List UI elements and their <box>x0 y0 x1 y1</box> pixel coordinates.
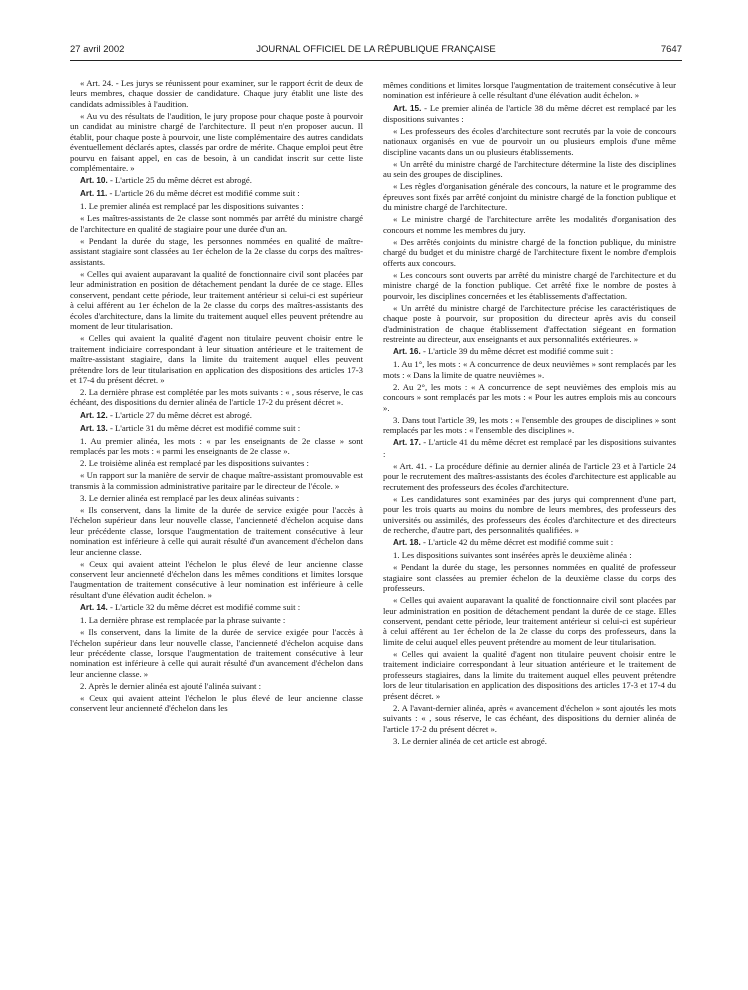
paragraph <box>70 78 363 109</box>
paragraph-text: - L'article 32 du même décret est modifié comme suit : <box>107 601 301 612</box>
paragraph <box>383 595 676 647</box>
paragraph <box>383 703 676 734</box>
paragraph <box>383 214 676 235</box>
paragraph-text: 2. Au 2°, les mots : « A concurrence de sept neuvièmes des emplois mis au concours » sont remplacés par les mots : « Pour les autres emplois mis au concours ». <box>383 381 676 413</box>
paragraph <box>70 470 363 491</box>
paragraph <box>383 550 676 560</box>
paragraph-text: 1. Au premier alinéa, les mots : « par les enseignants de 2e classe » sont remplacés par les mots : « parmi les enseignants de 2e classe ». <box>70 435 363 457</box>
article-number: Art. 18. <box>393 538 421 548</box>
paragraph-text: mêmes conditions et limites lorsque l'augmentation de traitement consécutive à leur nomination est inférieure à celle résultant d'une élévation audit échelon. » <box>383 80 676 101</box>
paragraph-text: « Art. 24. - Les jurys se réunissent pour examiner, sur le rapport écrit de deux de leurs membres, chaque dossier de candidature. Chaque jury établit une liste des candidats admissibles à l'audition. <box>70 78 363 109</box>
paragraph <box>70 458 363 468</box>
article-paragraph <box>70 602 363 613</box>
paragraph <box>383 270 676 301</box>
paragraph <box>383 382 676 413</box>
paragraph-text: « Art. 41. - La procédure définie au dernier alinéa de l'article 23 et à l'article 24 pour le recrutement des maîtres-assistants des écoles d'architecture est applicable au recrutement des professeurs des écoles d'architecture. <box>383 460 676 492</box>
paragraph-text: - L'article 27 du même décret est abrogé. <box>107 409 252 420</box>
paragraph <box>70 213 363 234</box>
paragraph <box>70 559 363 601</box>
paragraph-text: « Ils conservent, dans la limite de la durée de service exigée pour l'accès à l'échelon supérieur dans leur nouvelle classe, l'ancienneté d'échelon acquise dans leur précédente classe, lorsque l'augmentation de traitement consécutive à leur nomination est inférieure à celle qui aurait résulté d'un avancement d'échelon dans leur ancienne classe. » <box>70 627 363 679</box>
article-paragraph <box>70 423 363 434</box>
paragraph-text: 1. Les dispositions suivantes sont insérées après le deuxième alinéa : <box>393 550 632 561</box>
paragraph <box>383 461 676 492</box>
paragraph <box>383 159 676 180</box>
article-paragraph <box>383 103 676 125</box>
article-number: Art. 16. <box>393 347 421 357</box>
page-header <box>70 44 682 58</box>
article-number: Art. 14. <box>80 602 108 612</box>
paragraph-text: « Pendant la durée du stage, les personnes nommées en qualité de professeur stagiaire sont classées au premier échelon de la deuxième classe du corps des professeurs. <box>383 562 676 594</box>
paragraph-text: « Des arrêtés conjoints du ministre chargé de la fonction publique, du ministre chargé du budget et du ministre chargé de l'architecture fixent le nombre d'emplois offerts aux concours. <box>383 236 676 268</box>
paragraph-text: « Les règles d'organisation générale des concours, la nature et le programme des épreuves sont fixés par arrêté conjoint du ministre chargé de la fonction publique et du ministre chargé de l'architecture. <box>383 181 676 213</box>
paragraph <box>383 562 676 593</box>
article-number: Art. 12. <box>80 410 108 420</box>
paragraph <box>383 736 676 746</box>
paragraph-text: 3. Dans tout l'article 39, les mots : « l'ensemble des groupes de disciplines » sont remplacés par les mots : « l'ensemble des disciplines ». <box>383 414 676 436</box>
paragraph-text: « Un arrêté du ministre chargé de l'architecture détermine la liste des disciplines au sein des groupes de disciplines. <box>383 158 676 180</box>
paragraph-text: - L'article 31 du même décret est modifié comme suit : <box>107 422 301 433</box>
paragraph-text: « Un arrêté du ministre chargé de l'architecture précise les caractéristiques de chaque poste à pourvoir, sur proposition du directeur après avis du conseil d'administration de chaque établissement d'affectation siégeant en formation restreinte au directeur, aux enseignants et aux personnalités extérieures. » <box>383 302 676 345</box>
article-paragraph <box>383 437 676 459</box>
article-number: Art. 13. <box>80 423 108 433</box>
paragraph <box>383 126 676 157</box>
paragraph <box>383 181 676 212</box>
paragraph-text: 2. La dernière phrase est complétée par les mots suivants : « , sous réserve, le cas échéant, des dispositions du dernier alinéa de l'article 17-2 du présent décret ». <box>70 387 363 408</box>
paragraph-text: « Les concours sont ouverts par arrêté du ministre chargé de l'architecture et du ministre chargé de la fonction publique. Cet arrêté fixe le nombre de postes à pourvoir, les disciplines concernées et les établissements d'affectation. <box>383 269 676 301</box>
paragraph-text: 1. Le premier alinéa est remplacé par les dispositions suivantes : <box>80 201 304 212</box>
header-rule <box>70 60 682 61</box>
paragraph-text: « Au vu des résultats de l'audition, le jury propose pour chaque poste à pourvoir un candidat au ministre chargé de l'architecture. Il peut n'en proposer aucun. Il établit, pour chaque poste à pourvoir, une liste complémentaire des autres candidats éventuellement déclarés aptes, classés par ordre de mérite. Chaque emploi peut être pourvu en faisant appel, en cas de besoin, à un candidat inscrit sur cette liste complémentaire. » <box>70 110 363 174</box>
paragraph-text: « Celles qui avaient auparavant la qualité de fonctionnaire civil sont placées par leur administration en position de détachement pendant la durée de ce stage. Elles conservent, pendant cette période, leur traitement antérieur si celui-ci est supérieur à celui afférent au 1er échelon de la 2e classe du corps des maîtres-assistants des écoles d'architecture, dans la limite du traitement auquel elles peuvent prétendre au moment de leur titularisation. <box>70 268 363 332</box>
paragraph <box>70 505 363 557</box>
paragraph-text: - L'article 42 du même décret est modifié comme suit : <box>420 537 614 548</box>
paragraph <box>70 201 363 211</box>
paragraph-text: « Celles qui avaient auparavant la qualité de fonctionnaire civil sont placées par leur administration en position de détachement pendant la durée de ce stage. Elles conservent, pendant cette période, leur traitement antérieur si celui-ci est supérieur à celui afférent au 1er échelon de la 2e classe du corps des professeurs, dans la limite de celui auquel elles peuvent prétendre au moment de leur titularisation. <box>383 595 676 647</box>
paragraph-text: 1. Au 1°, les mots : « A concurrence de deux neuvièmes » sont remplacés par les mots : « Dans la limite de quatre neuvièmes ». <box>383 359 676 380</box>
paragraph-text: - L'article 39 du même décret est modifié comme suit : <box>420 346 614 357</box>
paragraph-text: « Ceux qui avaient atteint l'échelon le plus élevé de leur ancienne classe conservent leur ancienneté d'échelon dans les mêmes conditions et limites lorsque l'augmentation de traitement consécutive à leur nomination est inférieure à celle résultant d'une élévation audit échelon. » <box>70 558 363 600</box>
paragraph-text: 3. Le dernier alinéa de cet article est abrogé. <box>393 735 547 746</box>
article-number: Art. 10. <box>80 176 108 186</box>
paragraph <box>383 359 676 380</box>
paragraph-text: « Ceux qui avaient atteint l'échelon le plus élevé de leur ancienne classe conservent leur ancienneté d'échelon dans les <box>70 692 363 714</box>
paragraph-text: « Les candidatures sont examinées par des jurys qui comprennent d'une part, pour les trois quarts au moins du nombre de leurs membres, des professeurs des universités ou assimilés, des professeurs des écoles d'architecture et des directeurs de recherche, d'autre part, des personnalités qualifiées. » <box>383 493 676 536</box>
paragraph-text: « Le ministre chargé de l'architecture arrête les modalités d'organisation des concours et nomme les membres du jury. <box>383 214 676 235</box>
paragraph-text: « Ils conservent, dans la limite de la durée de service exigée pour l'accès à l'échelon supérieur dans leur nouvelle classe, l'ancienneté d'échelon acquise dans leur précédente classe, lorsque l'augmentation de traitement consécutive à leur nomination est inférieure à celle qui aurait résulté d'un avancement d'échelon dans leur ancienne classe. <box>70 504 363 557</box>
article-number: Art. 11. <box>80 189 108 199</box>
paragraph-text: - Le premier alinéa de l'article 38 du même décret est remplacé par les dispositions suivantes : <box>383 102 677 124</box>
paragraph <box>70 615 363 625</box>
paragraph <box>70 111 363 174</box>
article-number: Art. 17. <box>393 438 421 448</box>
paragraph-text: 2. Après le dernier alinéa est ajouté l'alinéa suivant : <box>80 680 262 691</box>
paragraph <box>70 493 363 503</box>
paragraph-text: - L'article 25 du même décret est abrogé. <box>107 175 252 186</box>
left-column <box>70 78 363 715</box>
paragraph <box>383 649 676 701</box>
paragraph-text: 2. A l'avant-dernier alinéa, après « avancement d'échelon » sont ajoutés les mots suivants : « , sous réserve, le cas échéant, des dispositions du dernier alinéa de l'article 17-2 du présent décret ». <box>383 702 676 734</box>
header-date: 27 avril 2002 <box>70 44 125 55</box>
paragraph <box>70 333 363 385</box>
article-paragraph <box>383 346 676 357</box>
paragraph <box>70 269 363 332</box>
article-paragraph <box>70 410 363 421</box>
article-number: Art. 15. <box>393 103 422 113</box>
article-paragraph <box>383 537 676 548</box>
paragraph <box>70 387 363 408</box>
paragraph <box>70 627 363 679</box>
paragraph <box>70 236 363 267</box>
paragraph-text: - L'article 41 du même décret est remplacé par les dispositions suivantes : <box>383 437 676 459</box>
article-paragraph <box>70 188 363 199</box>
paragraph <box>383 303 676 345</box>
paragraph-text: « Celles qui avaient la qualité d'agent non titulaire peuvent choisir entre le traitement indiciaire correspondant à leur situation antérieure et le traitement de maître-assistant stagiaire, dans la limite du traitement auquel elles peuvent prétendre lors de leur titularisation en application des dispositions des articles 17-3 et 17-4 du présent décret. » <box>70 333 363 385</box>
paragraph-text: « Celles qui avaient la qualité d'agent non titulaire peuvent choisir entre le traitement indiciaire correspondant à leur situation antérieure et le traitement de professeurs stagiaires, dans la limite du traitement auquel elles peuvent prétendre lors de leur titularisation en application des dispositions des articles 17-3 et 17-4 du présent décret. » <box>383 648 676 701</box>
paragraph-text: - L'article 26 du même décret est modifié comme suit : <box>107 188 300 199</box>
paragraph <box>70 681 363 691</box>
paragraph-text: « Les professeurs des écoles d'architecture sont recrutés par la voie de concours nationaux organisés en vue de pourvoir un ou plusieurs emplois d'une même discipline vacants dans un ou plusieurs établissements. <box>383 126 676 157</box>
paragraph-text: « Les maîtres-assistants de 2e classe sont nommés par arrêté du ministre chargé de l'architecture en qualité de stagiaire pour une durée d'un an. <box>70 213 363 234</box>
paragraph <box>383 80 676 101</box>
paragraph <box>383 237 676 268</box>
paragraph-text: 1. La dernière phrase est remplacée par la phrase suivante : <box>80 615 286 626</box>
article-paragraph <box>70 175 363 186</box>
paragraph-text: « Un rapport sur la manière de servir de chaque maître-assistant promouvable est transmis à la commission administrative paritaire par le directeur de l'école. » <box>70 470 363 491</box>
paragraph-text: 2. Le troisième alinéa est remplacé par les dispositions suivantes : <box>80 458 309 469</box>
right-column <box>383 80 676 748</box>
paragraph <box>70 436 363 457</box>
paragraph <box>383 494 676 536</box>
paragraph-text: « Pendant la durée du stage, les personnes nommées en qualité de maître-assistant stagiaire sont classées au 1er échelon de la 2e classe du corps des maîtres-assistants. <box>70 235 363 267</box>
paragraph <box>70 693 363 714</box>
paragraph <box>383 415 676 436</box>
paragraph-text: 3. Le dernier alinéa est remplacé par les deux alinéas suivants : <box>80 492 300 503</box>
header-journal-title: JOURNAL OFFICIEL DE LA RÉPUBLIQUE FRANÇAISE <box>256 44 496 55</box>
header-page-number: 7647 <box>660 44 682 55</box>
